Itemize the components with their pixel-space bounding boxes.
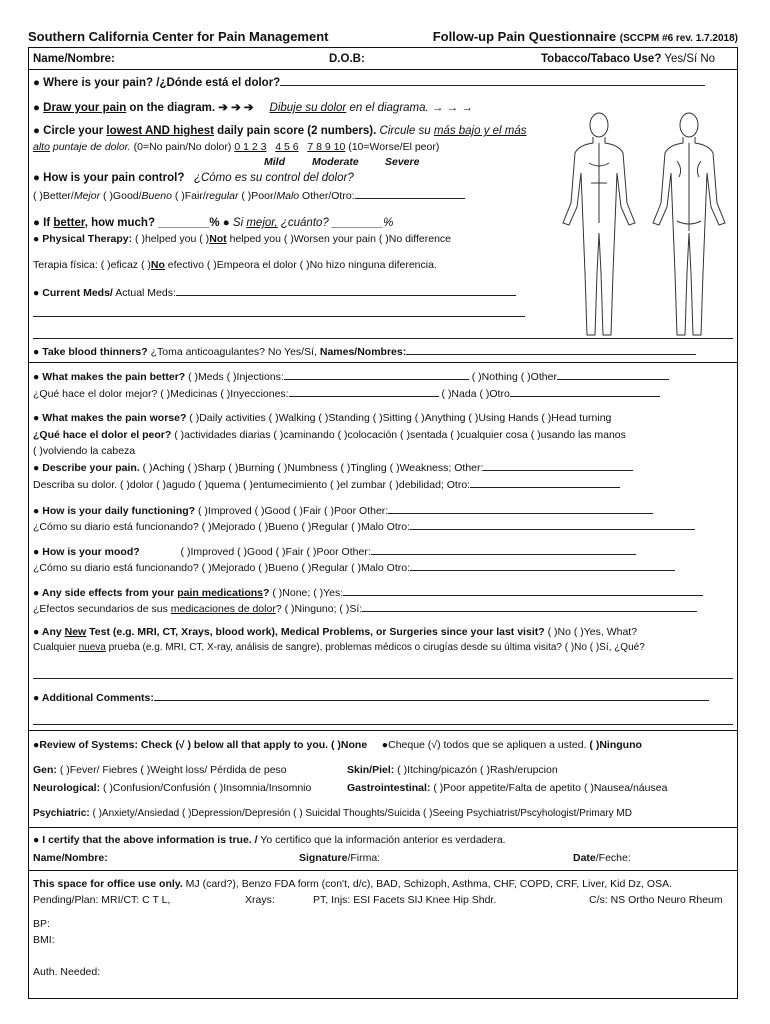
office-bmi[interactable]: BMI:: [33, 934, 55, 946]
mood-es[interactable]: ¿Cómo su diario está funcionando? ( )Mejorado ( )Bueno ( )Regular ( )Malo Otro:: [33, 560, 675, 574]
office-use-line: This space for office use only. MJ (card?), Benzo FDA form (con't, d/c), BAD, Schizoph, Asthma, CHF, COPD, CRF, Liver, Kid Dz, OSA.: [33, 878, 672, 890]
ros-skin[interactable]: Skin/Piel: ( )Itching/picazón ( )Rash/erupcion: [347, 764, 558, 776]
questionnaire-box: [28, 47, 738, 999]
certification-statement: ● I certify that the above information is true. / Yo certifico que la información anterior es verdadera.: [33, 834, 506, 846]
side-effects-question[interactable]: ● Any side effects from your pain medications? ( )None; ( )Yes:: [33, 585, 703, 599]
form-title: Follow-up Pain Questionnaire (SCCPM #6 rev. 1.7.2018): [432, 29, 738, 44]
form-header: [28, 29, 738, 47]
meds-line[interactable]: [33, 316, 525, 317]
daily-functioning-es[interactable]: ¿Cómo su diario está funcionando? ( )Mejorado ( )Bueno ( )Regular ( )Malo Otro:: [33, 519, 695, 533]
office-pending-plan: Pending/Plan: MRI/CT: C T L,: [33, 894, 171, 906]
pain-scale[interactable]: alto puntaje de dolor. (0=No pain/No dolor) 0 1 2 3 4 5 6 7 8 9 10 (10=Worse/El peor): [33, 141, 440, 153]
mood-question[interactable]: ● How is your mood? ( )Improved ( )Good ( )Fair ( )Poor Other:: [33, 544, 636, 558]
physical-therapy-options[interactable]: ● Physical Therapy: ( )helped you ( )Not helped you ( )Worsen your pain ( )No difference: [33, 233, 451, 245]
ros-header[interactable]: ●Review of Systems: Check (√ ) below all that apply to you. ( )None ●Cheque (√) todos que se apliquen a usted. ( )Ninguno: [33, 739, 642, 751]
scale-mild: Mild: [264, 156, 285, 168]
body-diagram[interactable]: [549, 103, 739, 348]
ros-general[interactable]: Gen: ( )Fever/ Fiebres ( )Weight loss/ Pérdida de peso: [33, 764, 287, 776]
describe-pain-es[interactable]: Describa su dolor. ( )dolor ( )agudo ( )quema ( )entumecimiento ( )el zumbar ( )debilidad; Otro:: [33, 477, 620, 491]
draw-pain-instruction: ● Draw your pain on the diagram. ➔ ➔ ➔ Dibuje su dolor en el diagrama. → → →: [33, 102, 473, 114]
divider: [29, 870, 737, 871]
pain-worse-es[interactable]: ¿Qué hace el dolor el peor? ( )actividades diarias ( )caminando ( )colocación ( )sentada ( )cualquier cosa ( )usando las manos: [33, 429, 626, 441]
blood-thinners-field[interactable]: ● Take blood thinners? ¿Toma anticoagulantes? No Yes/Sí, Names/Nombres:: [33, 344, 696, 358]
pain-control-question: ● How is your pain control? ¿Cómo es su control del dolor?: [33, 172, 354, 184]
additional-comments-field[interactable]: ● Additional Comments:: [33, 690, 709, 704]
office-auth-needed[interactable]: Auth. Needed:: [33, 966, 101, 978]
physical-therapy-es-options[interactable]: Terapia física: ( )eficaz ( )No efectivo ( )Empeora el dolor ( )No hizo ninguna diferencia.: [33, 259, 437, 271]
office-bp[interactable]: BP:: [33, 918, 50, 930]
divider: [29, 362, 737, 363]
tobacco-field[interactable]: Tobacco/Tabaco Use? Yes/Sí No: [541, 53, 716, 65]
new-test-es[interactable]: Cualquier nueva prueba (e.g. MRI, CT, X-ray, análisis de sangre), problemas médicos o cirugías desde su última visita? ( )No ( )Sí, ¿Qué?: [33, 642, 645, 653]
describe-pain-question[interactable]: ● Describe your pain. ( )Aching ( )Sharp ( )Burning ( )Numbness ( )Tingling ( )Weakness; Other:: [33, 460, 633, 474]
comments-line[interactable]: [33, 724, 733, 725]
office-xrays: Xrays:: [245, 894, 275, 906]
signature-field[interactable]: Signature/Firma:: [299, 852, 381, 864]
certify-name-field[interactable]: Name/Nombre:: [33, 852, 108, 864]
date-field[interactable]: Date/Feche:: [573, 852, 631, 864]
current-meds-field[interactable]: ● Current Meds/ Actual Meds:: [33, 285, 516, 299]
dob-label: D.O.B:: [329, 53, 365, 65]
clinic-name: Southern California Center for Pain Management: [28, 29, 329, 44]
scale-moderate: Moderate: [312, 156, 359, 168]
form-code: (SCCPM #6 rev. 1.7.2018): [619, 33, 738, 44]
new-test-question[interactable]: ● Any New Test (e.g. MRI, CT, Xrays, blood work), Medical Problems, or Surgeries since your last visit? ( )No ( )Yes, What?: [33, 626, 638, 638]
name-label: Name/Nombre:: [33, 53, 115, 65]
pain-better-es[interactable]: ¿Qué hace el dolor mejor? ( )Medicinas ( )Inyecciones: ( )Nada ( )Otro: [33, 386, 660, 400]
pain-worse-es-2[interactable]: ( )volviendo la cabeza: [33, 445, 136, 457]
where-pain-question[interactable]: ● Where is your pain? /¿Dónde está el dolor?: [33, 75, 705, 89]
ros-psychiatric[interactable]: Psychiatric: ( )Anxiety/Ansiedad ( )Depression/Depresión ( ) Suicidal Thoughts/Suicida ( )Seeing Psychiatrist/Pscyhologist/Primary MD: [33, 808, 632, 819]
scale-severe: Severe: [385, 156, 420, 168]
new-test-line[interactable]: [33, 678, 733, 679]
office-consults: C/s: NS Ortho Neuro Rheum: [589, 894, 723, 906]
pain-better-question[interactable]: ● What makes the pain better? ( )Meds ( )Injections: ( )Nothing ( )Other: [33, 369, 669, 383]
divider: [29, 730, 737, 731]
office-pt-injections: PT, Injs: ESI Facets SIJ Knee Hip Shdr.: [313, 894, 497, 906]
pain-worse-question[interactable]: ● What makes the pain worse? ( )Daily activities ( )Walking ( )Standing ( )Sitting ( )Anything ( )Using Hands ( )Head turning: [33, 412, 612, 424]
body-back-figure: [653, 113, 725, 335]
ros-gastrointestinal[interactable]: Gastrointestinal: ( )Poor appetite/Falta de apetito ( )Nausea/náusea: [347, 782, 668, 794]
pain-control-options[interactable]: ( )Better/Mejor ( )Good/Bueno ( )Fair/regular ( )Poor/Malo Other/Otro:: [33, 188, 465, 202]
ros-neurological[interactable]: Neurological: ( )Confusion/Confusión ( )Insomnia/Insomnio: [33, 782, 312, 794]
circle-pain-instruction: ● Circle your lowest AND highest daily pain score (2 numbers). Circule su más bajo y el más: [33, 125, 527, 137]
side-effects-es[interactable]: ¿Efectos secundarios de sus medicaciones de dolor? ( )Ninguno; ( )Sí:: [33, 601, 697, 615]
body-front-figure: [563, 113, 635, 335]
if-better-question[interactable]: ● If better, how much? ________% ● Si mejor, ¿cuánto? ________%: [33, 217, 394, 229]
divider: [29, 69, 737, 70]
divider: [29, 827, 737, 828]
daily-functioning-question[interactable]: ● How is your daily functioning? ( )Improved ( )Good ( )Fair ( )Poor Other:: [33, 503, 653, 517]
